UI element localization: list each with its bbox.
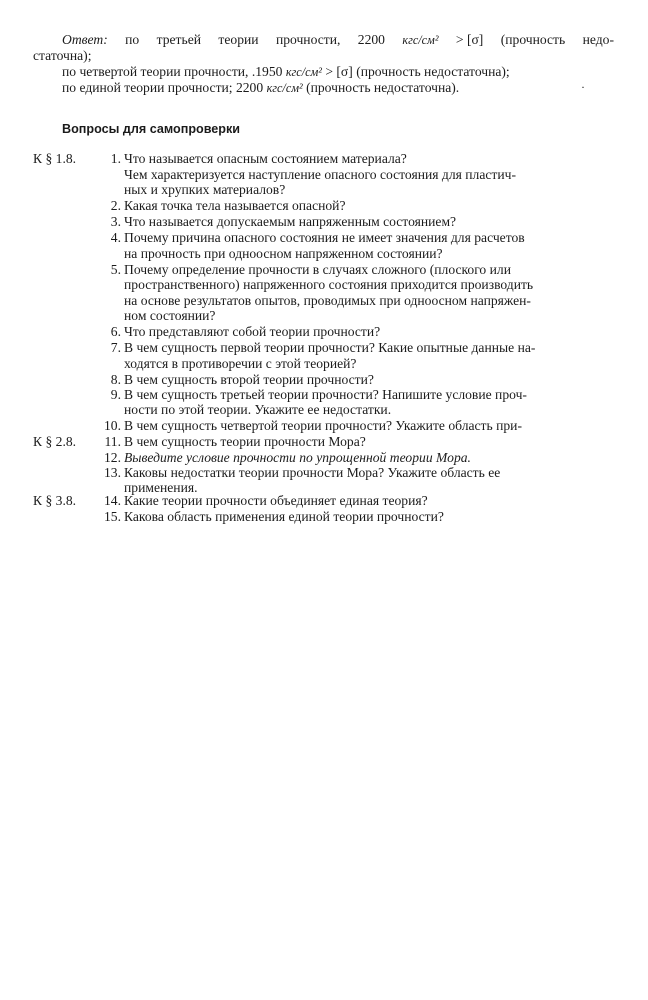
section-ref-2: К § 2.8. xyxy=(33,434,77,449)
question-text: на основе результатов опытов, проводимых при одноосном напряжен- xyxy=(124,293,531,308)
question-text: Какая точка тела называется опасной? xyxy=(124,198,346,213)
answer-line-3: по четвертой теории прочности, .1950 кгс/см² > [σ] (прочность недостаточна); xyxy=(62,64,510,79)
question-text: ном состоянии? xyxy=(124,308,216,323)
stray-mark: · xyxy=(581,80,585,94)
question-text: В чем сущность теории прочности Мора? xyxy=(124,434,366,449)
unit: кгс/см² xyxy=(266,81,303,95)
question-text: Каковы недостатки теории прочности Мора? Укажите область ее xyxy=(124,465,501,480)
answer-word: (прочность xyxy=(500,32,566,47)
answer-word: теории xyxy=(218,32,259,47)
unit: кгс/см² xyxy=(402,33,439,47)
relation: > [σ] xyxy=(455,32,484,47)
question-text: Чем характеризуется наступление опасного состояния для пластич- xyxy=(124,167,516,182)
question-text: Какие теории прочности объединяет единая теория? xyxy=(124,493,428,508)
question-number: 5. xyxy=(110,262,121,277)
section-heading: Вопросы для самопроверки xyxy=(62,122,241,136)
question-number: 11. xyxy=(104,434,121,449)
question-text: на прочность при одноосном напряженном состоянии? xyxy=(124,246,443,261)
answer-line-1 xyxy=(62,32,614,48)
answer-line-4: по единой теории прочности; 2200 кгс/см² (прочность недостаточна). xyxy=(62,80,460,95)
question-text: Почему причина опасного состояния не имеет значения для расчетов xyxy=(124,230,525,245)
question-number: 6. xyxy=(110,324,121,339)
question-number: 10. xyxy=(104,418,121,433)
question-text: Что называется допускаемым напряженным состоянием? xyxy=(124,214,457,229)
question-number: 4. xyxy=(110,230,121,245)
question-text: ности по этой теории. Укажите ее недостатки. xyxy=(124,402,392,417)
question-text: Почему определение прочности в случаях сложного (плоского или xyxy=(124,262,511,277)
relation: > [σ] xyxy=(325,64,353,79)
answer-value: .1950 xyxy=(251,64,283,79)
question-number: 14. xyxy=(104,493,121,508)
question-text: В чем сущность четвертой теории прочности? Укажите область при- xyxy=(124,418,522,433)
question-text-italic: Выведите условие прочности по упрощенной теории Мора. xyxy=(124,450,471,465)
question-text: Что представляют собой теории прочности? xyxy=(124,324,381,339)
question-number: 15. xyxy=(104,509,121,524)
answer-word: прочности, xyxy=(275,32,341,47)
question-text: В чем сущность второй теории прочности? xyxy=(124,372,374,387)
answer-word: по xyxy=(125,32,140,47)
question-number: 2. xyxy=(110,198,121,213)
question-number: 1. xyxy=(110,151,121,166)
question-number: 9. xyxy=(110,387,121,402)
question-text: В чем сущность первой теории прочности? Какие опытные данные на- xyxy=(124,340,536,355)
question-number: 8. xyxy=(110,372,121,387)
question-text: Что называется опасным состоянием материала? xyxy=(124,151,407,166)
answer-word: 2200 xyxy=(357,32,385,47)
answer-label: Ответ: xyxy=(62,32,108,47)
unit: кгс/см² xyxy=(285,65,322,79)
section-ref-1: К § 1.8. xyxy=(33,151,77,166)
question-number: 12. xyxy=(104,450,121,465)
answer-word: третьей xyxy=(156,32,202,47)
question-text: ных и хрупких материалов? xyxy=(124,182,286,197)
question-number: 7. xyxy=(110,340,121,355)
answer-line-2: статочна); xyxy=(33,48,92,63)
question-text: пространственного) напряженного состояния приходится производить xyxy=(124,277,534,292)
question-text: Какова область применения единой теории прочности? xyxy=(124,509,444,524)
section-ref-3: К § 3.8. xyxy=(33,493,77,508)
question-text: ходятся в противоречии с этой теорией? xyxy=(124,356,357,371)
answer-word: недо- xyxy=(582,32,614,47)
question-number: 13. xyxy=(104,465,121,480)
question-text: В чем сущность третьей теории прочности? Напишите условие проч- xyxy=(124,387,527,402)
question-text: применения. xyxy=(124,480,198,495)
question-number: 3. xyxy=(110,214,121,229)
